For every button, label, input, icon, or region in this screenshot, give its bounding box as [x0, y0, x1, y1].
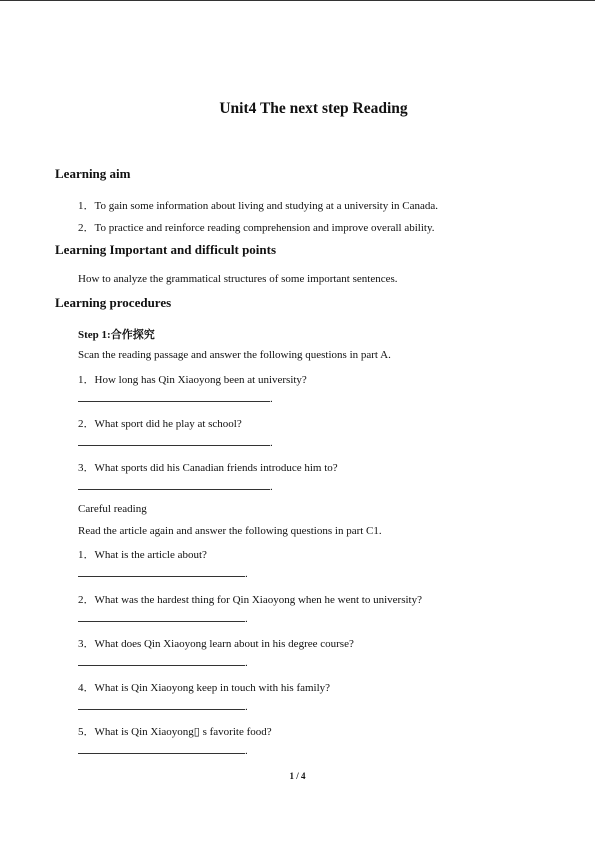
learning-aim-item: 1．To gain some information about living and studying at a university in Canada.: [78, 200, 439, 212]
answer-line-end: .: [245, 745, 248, 757]
question: 2．What sport did he play at school?: [78, 418, 242, 430]
answer-line[interactable]: [78, 657, 248, 669]
answer-line-end: .: [270, 481, 273, 493]
important-points-heading: Learning Important and difficult points: [55, 242, 277, 257]
careful-reading-instruction: Read the article again and answer the following questions in part C1.: [78, 525, 382, 537]
answer-line[interactable]: [78, 481, 273, 493]
answer-line-end: .: [245, 568, 248, 580]
answer-line[interactable]: [78, 613, 248, 625]
answer-line[interactable]: [78, 745, 248, 757]
important-points-text: How to analyze the grammatical structures of some important sentences.: [78, 273, 398, 285]
page-top-border: [0, 0, 595, 1]
question: 4．What is Qin Xiaoyong keep in touch with his family?: [78, 682, 331, 694]
answer-line[interactable]: [78, 701, 248, 713]
question: 1．What is the article about?: [78, 549, 207, 561]
answer-line-end: .: [245, 701, 248, 713]
page-number: 1 / 4: [289, 771, 306, 781]
learning-aim-item: 2．To practice and reinforce reading comprehension and improve overall ability.: [78, 222, 435, 234]
question: 3．What sports did his Canadian friends introduce him to?: [78, 462, 338, 474]
question: 5．What is Qin Xiaoyong▯ s favorite food?: [78, 726, 272, 738]
question: 1．How long has Qin Xiaoyong been at university?: [78, 374, 307, 386]
answer-line-end: .: [270, 393, 273, 405]
page-title: Unit4 The next step Reading: [219, 100, 408, 117]
step1-instruction: Scan the reading passage and answer the following questions in part A.: [78, 349, 391, 361]
procedures-heading: Learning procedures: [55, 295, 172, 310]
answer-line-end: .: [270, 437, 273, 449]
step1-label: Step 1:合作探究: [78, 329, 155, 341]
learning-aim-heading: Learning aim: [55, 166, 131, 181]
careful-reading-label: Careful reading: [78, 503, 147, 515]
answer-line[interactable]: [78, 568, 248, 580]
answer-line-end: .: [245, 613, 248, 625]
answer-line-end: .: [245, 657, 248, 669]
answer-line[interactable]: [78, 393, 273, 405]
answer-line[interactable]: [78, 437, 273, 449]
question: 3．What does Qin Xiaoyong learn about in his degree course?: [78, 638, 354, 650]
question: 2．What was the hardest thing for Qin Xiaoyong when he went to university?: [78, 594, 422, 606]
